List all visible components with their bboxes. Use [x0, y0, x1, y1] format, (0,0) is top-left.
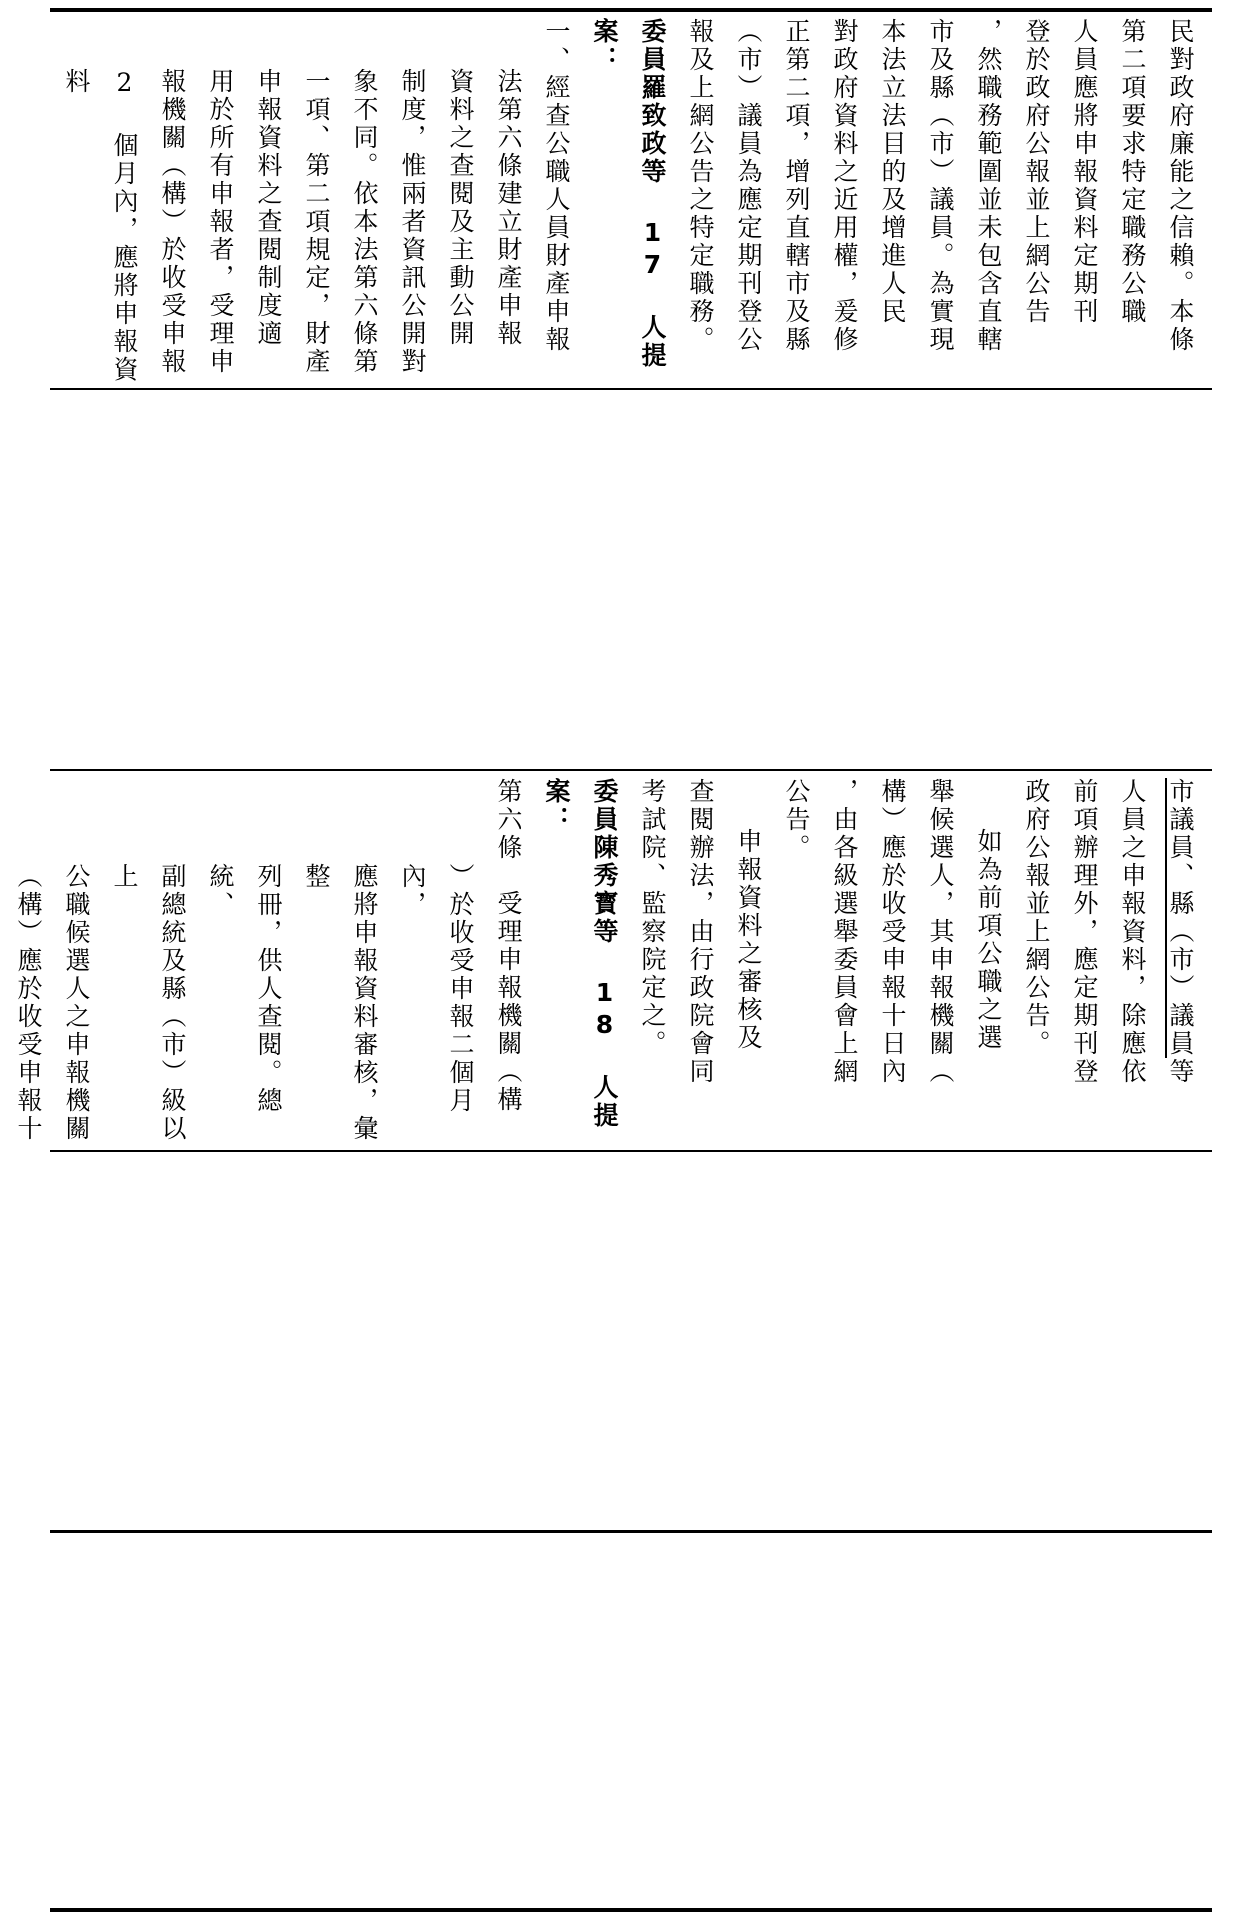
proposal-line: 一項、第二項規定，財產 [302, 68, 331, 376]
proposal-header-chen: 委員陳秀寳等 18 人提案： [542, 778, 619, 1130]
upper-line: 正第二項，增列直轄市及縣 [782, 18, 811, 354]
upper-line: 報及上網公告之特定職務。 [686, 18, 715, 354]
proposal-line: 一、經查公職人員財產申報 [542, 18, 571, 354]
middle-line: 公告。 [782, 778, 811, 862]
upper-line: 登於政府公報並上網公告 [1022, 18, 1051, 326]
amended-text: 市議員、縣（市）議員 [1166, 778, 1195, 1058]
middle-line: 申報資料之審核及 [734, 828, 763, 1052]
rule-1 [50, 388, 1212, 390]
upper-line: 本法立法目的及增進人民 [878, 18, 907, 326]
bottom-rule [50, 1908, 1212, 1912]
middle-line [1156, 778, 1204, 1146]
upper-line: 第二項要求特定職務公職 [1118, 18, 1147, 326]
upper-line: 人員應將申報資料定期刊 [1070, 18, 1099, 326]
proposal-line: （構）應於收受申報十 [14, 863, 43, 1143]
proposal-line: 2 個月內，應將申報資料 [62, 68, 139, 384]
upper-line: ，然職務範圍並未包含直轄 [974, 18, 1003, 354]
proposal-header-luo: 委員羅致政等 17 人提案： [590, 18, 667, 370]
proposal-line: ）於收受申報二個月內， [398, 863, 475, 1115]
upper-line: 市及縣（市）議員。為實現 [926, 18, 955, 354]
middle-line: 查閱辦法，由行政院會同 [686, 778, 715, 1086]
upper-line: （市）議員為應定期刊登公 [734, 18, 763, 354]
upper-line: 民對政府廉能之信賴。本條 [1166, 18, 1195, 354]
proposal-line: 副總統及縣（市）級以上 [110, 863, 187, 1143]
rule-3 [50, 1150, 1212, 1152]
proposal-line: 申報資料之查閱制度適 [254, 68, 283, 348]
proposal-line: 法第六條建立財產申報 [494, 68, 523, 348]
upper-text-block [62, 18, 1204, 384]
middle-line: 考試院、監察院定之。 [638, 778, 667, 1058]
proposal-line: 第六條 受理申報機關（構 [494, 778, 523, 1114]
proposal-line: 列冊，供人查閱。總統、 [206, 863, 283, 1115]
middle-line: 政府公報並上網公告。 [1022, 778, 1051, 1058]
middle-line: 如為前項公職之選 [974, 828, 1003, 1052]
proposal-line: 制度，惟兩者資訊公開對 [398, 68, 427, 376]
middle-line-tail: 等 [1166, 1058, 1195, 1086]
proposal-line: 公職候選人之申報機關 [62, 863, 91, 1143]
proposal-line: 應將申報資料審核，彙整 [302, 863, 379, 1143]
middle-text-block [14, 778, 1204, 1146]
proposal-line: 用於所有申報者，受理申 [206, 68, 235, 376]
rule-2 [50, 769, 1212, 771]
upper-line: 對政府資料之近用權，爰修 [830, 18, 859, 354]
middle-line: 舉候選人，其申報機關（ [926, 778, 955, 1086]
middle-line: ，由各級選舉委員會上網 [830, 778, 859, 1086]
top-rule [50, 8, 1212, 12]
middle-line: 人員之申報資料，除應依 [1118, 778, 1147, 1086]
middle-line: 構）應於收受申報十日內 [878, 778, 907, 1086]
proposal-line: 象不同。依本法第六條第 [350, 68, 379, 376]
proposal-line: 報機關（構）於收受申報 [158, 68, 187, 376]
rule-4 [50, 1530, 1212, 1533]
proposal-line: 資料之查閱及主動公開 [446, 68, 475, 348]
middle-line: 前項辦理外，應定期刊登 [1070, 778, 1099, 1086]
